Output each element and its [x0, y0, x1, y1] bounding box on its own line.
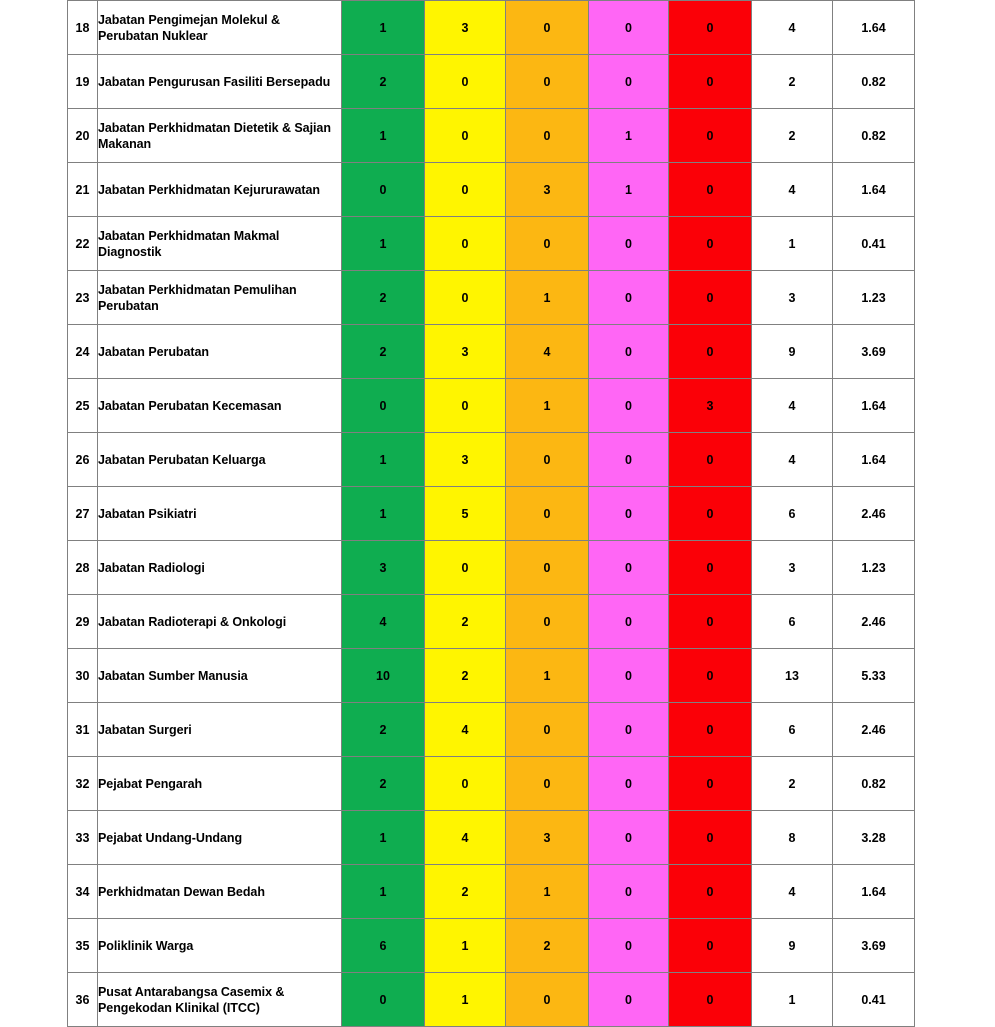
department-name-cell: Jabatan Radiologi: [98, 541, 342, 595]
percent-count-cell: 0.82: [833, 55, 915, 109]
green-count-cell: 4: [342, 595, 425, 649]
total-count-cell: 6: [752, 703, 833, 757]
row-number-cell: 22: [68, 217, 98, 271]
orange-count-cell: 2: [506, 919, 589, 973]
table-row[interactable]: [68, 811, 915, 865]
magenta-count-cell: 0: [589, 541, 669, 595]
percent-count-cell: 3.69: [833, 919, 915, 973]
total-count-cell: 2: [752, 109, 833, 163]
row-number-cell: 26: [68, 433, 98, 487]
magenta-count-cell: 0: [589, 433, 669, 487]
department-name-cell: Pejabat Undang-Undang: [98, 811, 342, 865]
row-number-cell: 30: [68, 649, 98, 703]
orange-count-cell: 0: [506, 55, 589, 109]
row-number-cell: 28: [68, 541, 98, 595]
percent-count-cell: 1.64: [833, 1, 915, 55]
red-count-cell: 0: [669, 811, 752, 865]
orange-count-cell: 0: [506, 757, 589, 811]
magenta-count-cell: 0: [589, 271, 669, 325]
red-count-cell: 0: [669, 541, 752, 595]
orange-count-cell: 1: [506, 649, 589, 703]
green-count-cell: 0: [342, 163, 425, 217]
department-name-cell: Jabatan Psikiatri: [98, 487, 342, 541]
table-row[interactable]: [68, 865, 915, 919]
table-row[interactable]: [68, 1, 915, 55]
magenta-count-cell: 0: [589, 55, 669, 109]
department-name-cell: Jabatan Radioterapi & Onkologi: [98, 595, 342, 649]
table-row[interactable]: [68, 325, 915, 379]
percent-count-cell: 0.82: [833, 757, 915, 811]
orange-count-cell: 3: [506, 163, 589, 217]
orange-count-cell: 0: [506, 433, 589, 487]
table-row[interactable]: [68, 163, 915, 217]
magenta-count-cell: 0: [589, 973, 669, 1027]
magenta-count-cell: 0: [589, 703, 669, 757]
magenta-count-cell: 0: [589, 595, 669, 649]
green-count-cell: 2: [342, 55, 425, 109]
yellow-count-cell: 2: [425, 649, 506, 703]
green-count-cell: 3: [342, 541, 425, 595]
yellow-count-cell: 3: [425, 325, 506, 379]
yellow-count-cell: 0: [425, 379, 506, 433]
table-body: [68, 1, 915, 1027]
total-count-cell: 2: [752, 757, 833, 811]
red-count-cell: 0: [669, 757, 752, 811]
magenta-count-cell: 0: [589, 217, 669, 271]
yellow-count-cell: 0: [425, 217, 506, 271]
total-count-cell: 1: [752, 217, 833, 271]
table-row[interactable]: [68, 541, 915, 595]
row-number-cell: 34: [68, 865, 98, 919]
department-name-cell: Jabatan Perubatan Keluarga: [98, 433, 342, 487]
magenta-count-cell: 0: [589, 325, 669, 379]
red-count-cell: 0: [669, 1, 752, 55]
green-count-cell: 2: [342, 325, 425, 379]
total-count-cell: 6: [752, 487, 833, 541]
percent-count-cell: 1.64: [833, 379, 915, 433]
red-count-cell: 0: [669, 703, 752, 757]
green-count-cell: 1: [342, 811, 425, 865]
department-name-cell: Jabatan Pengurusan Fasiliti Bersepadu: [98, 55, 342, 109]
percent-count-cell: 1.23: [833, 271, 915, 325]
total-count-cell: 13: [752, 649, 833, 703]
row-number-cell: 27: [68, 487, 98, 541]
green-count-cell: 1: [342, 865, 425, 919]
percent-count-cell: 0.82: [833, 109, 915, 163]
yellow-count-cell: 2: [425, 865, 506, 919]
magenta-count-cell: 0: [589, 865, 669, 919]
magenta-count-cell: 0: [589, 379, 669, 433]
row-number-cell: 25: [68, 379, 98, 433]
orange-count-cell: 4: [506, 325, 589, 379]
row-number-cell: 24: [68, 325, 98, 379]
department-name-cell: Jabatan Perkhidmatan Kejururawatan: [98, 163, 342, 217]
green-count-cell: 2: [342, 757, 425, 811]
magenta-count-cell: 1: [589, 163, 669, 217]
department-name-cell: Poliklinik Warga: [98, 919, 342, 973]
percent-count-cell: 1.23: [833, 541, 915, 595]
total-count-cell: 1: [752, 973, 833, 1027]
percent-count-cell: 5.33: [833, 649, 915, 703]
total-count-cell: 6: [752, 595, 833, 649]
department-name-cell: Jabatan Perkhidmatan Dietetik & Sajian Makanan: [98, 109, 342, 163]
yellow-count-cell: 3: [425, 1, 506, 55]
yellow-count-cell: 0: [425, 757, 506, 811]
table-row[interactable]: [68, 217, 915, 271]
orange-count-cell: 1: [506, 865, 589, 919]
magenta-count-cell: 0: [589, 1, 669, 55]
yellow-count-cell: 0: [425, 541, 506, 595]
green-count-cell: 1: [342, 109, 425, 163]
green-count-cell: 6: [342, 919, 425, 973]
orange-count-cell: 1: [506, 271, 589, 325]
table-row[interactable]: [68, 271, 915, 325]
department-name-cell: Perkhidmatan Dewan Bedah: [98, 865, 342, 919]
green-count-cell: 2: [342, 271, 425, 325]
department-name-cell: Jabatan Pengimejan Molekul & Perubatan Nuklear: [98, 1, 342, 55]
row-number-cell: 23: [68, 271, 98, 325]
orange-count-cell: 3: [506, 811, 589, 865]
table-row[interactable]: [68, 487, 915, 541]
table-row[interactable]: [68, 595, 915, 649]
orange-count-cell: 0: [506, 541, 589, 595]
magenta-count-cell: 1: [589, 109, 669, 163]
magenta-count-cell: 0: [589, 811, 669, 865]
yellow-count-cell: 2: [425, 595, 506, 649]
red-count-cell: 3: [669, 379, 752, 433]
yellow-count-cell: 3: [425, 433, 506, 487]
department-name-cell: Jabatan Perkhidmatan Makmal Diagnostik: [98, 217, 342, 271]
department-counts-table: [67, 0, 915, 1027]
green-count-cell: 1: [342, 1, 425, 55]
row-number-cell: 35: [68, 919, 98, 973]
green-count-cell: 0: [342, 379, 425, 433]
red-count-cell: 0: [669, 55, 752, 109]
yellow-count-cell: 1: [425, 973, 506, 1027]
department-name-cell: Jabatan Perubatan: [98, 325, 342, 379]
magenta-count-cell: 0: [589, 487, 669, 541]
percent-count-cell: 2.46: [833, 595, 915, 649]
row-number-cell: 20: [68, 109, 98, 163]
total-count-cell: 3: [752, 541, 833, 595]
row-number-cell: 21: [68, 163, 98, 217]
red-count-cell: 0: [669, 865, 752, 919]
red-count-cell: 0: [669, 217, 752, 271]
table-row[interactable]: [68, 109, 915, 163]
row-number-cell: 36: [68, 973, 98, 1027]
percent-count-cell: 2.46: [833, 703, 915, 757]
department-name-cell: Jabatan Perkhidmatan Pemulihan Perubatan: [98, 271, 342, 325]
total-count-cell: 8: [752, 811, 833, 865]
total-count-cell: 4: [752, 163, 833, 217]
row-number-cell: 33: [68, 811, 98, 865]
department-name-cell: Jabatan Sumber Manusia: [98, 649, 342, 703]
red-count-cell: 0: [669, 487, 752, 541]
percent-count-cell: 1.64: [833, 865, 915, 919]
green-count-cell: 1: [342, 217, 425, 271]
total-count-cell: 4: [752, 433, 833, 487]
table-row[interactable]: [68, 55, 915, 109]
red-count-cell: 0: [669, 919, 752, 973]
table-row[interactable]: [68, 433, 915, 487]
table-row[interactable]: [68, 703, 915, 757]
green-count-cell: 10: [342, 649, 425, 703]
percent-count-cell: 0.41: [833, 973, 915, 1027]
total-count-cell: 4: [752, 379, 833, 433]
red-count-cell: 0: [669, 649, 752, 703]
table-row[interactable]: [68, 973, 915, 1027]
red-count-cell: 0: [669, 325, 752, 379]
green-count-cell: 2: [342, 703, 425, 757]
row-number-cell: 19: [68, 55, 98, 109]
green-count-cell: 0: [342, 973, 425, 1027]
yellow-count-cell: 0: [425, 55, 506, 109]
green-count-cell: 1: [342, 433, 425, 487]
total-count-cell: 2: [752, 55, 833, 109]
table-row[interactable]: [68, 919, 915, 973]
department-name-cell: Pejabat Pengarah: [98, 757, 342, 811]
department-name-cell: Jabatan Surgeri: [98, 703, 342, 757]
total-count-cell: 4: [752, 1, 833, 55]
red-count-cell: 0: [669, 595, 752, 649]
percent-count-cell: 3.28: [833, 811, 915, 865]
red-count-cell: 0: [669, 163, 752, 217]
orange-count-cell: 0: [506, 595, 589, 649]
total-count-cell: 4: [752, 865, 833, 919]
percent-count-cell: 2.46: [833, 487, 915, 541]
magenta-count-cell: 0: [589, 649, 669, 703]
table-row[interactable]: [68, 379, 915, 433]
orange-count-cell: 0: [506, 973, 589, 1027]
department-name-cell: Jabatan Perubatan Kecemasan: [98, 379, 342, 433]
magenta-count-cell: 0: [589, 757, 669, 811]
table-row[interactable]: [68, 757, 915, 811]
orange-count-cell: 1: [506, 379, 589, 433]
percent-count-cell: 0.41: [833, 217, 915, 271]
table-row[interactable]: [68, 649, 915, 703]
row-number-cell: 31: [68, 703, 98, 757]
row-number-cell: 18: [68, 1, 98, 55]
orange-count-cell: 0: [506, 487, 589, 541]
magenta-count-cell: 0: [589, 919, 669, 973]
row-number-cell: 29: [68, 595, 98, 649]
red-count-cell: 0: [669, 271, 752, 325]
red-count-cell: 0: [669, 973, 752, 1027]
yellow-count-cell: 4: [425, 703, 506, 757]
percent-count-cell: 3.69: [833, 325, 915, 379]
yellow-count-cell: 0: [425, 271, 506, 325]
percent-count-cell: 1.64: [833, 433, 915, 487]
percent-count-cell: 1.64: [833, 163, 915, 217]
total-count-cell: 9: [752, 919, 833, 973]
green-count-cell: 1: [342, 487, 425, 541]
orange-count-cell: 0: [506, 217, 589, 271]
orange-count-cell: 0: [506, 703, 589, 757]
orange-count-cell: 0: [506, 1, 589, 55]
department-name-cell: Pusat Antarabangsa Casemix & Pengekodan Klinikal (ITCC): [98, 973, 342, 1027]
red-count-cell: 0: [669, 109, 752, 163]
total-count-cell: 3: [752, 271, 833, 325]
orange-count-cell: 0: [506, 109, 589, 163]
yellow-count-cell: 1: [425, 919, 506, 973]
row-number-cell: 32: [68, 757, 98, 811]
yellow-count-cell: 4: [425, 811, 506, 865]
yellow-count-cell: 0: [425, 163, 506, 217]
yellow-count-cell: 5: [425, 487, 506, 541]
yellow-count-cell: 0: [425, 109, 506, 163]
red-count-cell: 0: [669, 433, 752, 487]
total-count-cell: 9: [752, 325, 833, 379]
